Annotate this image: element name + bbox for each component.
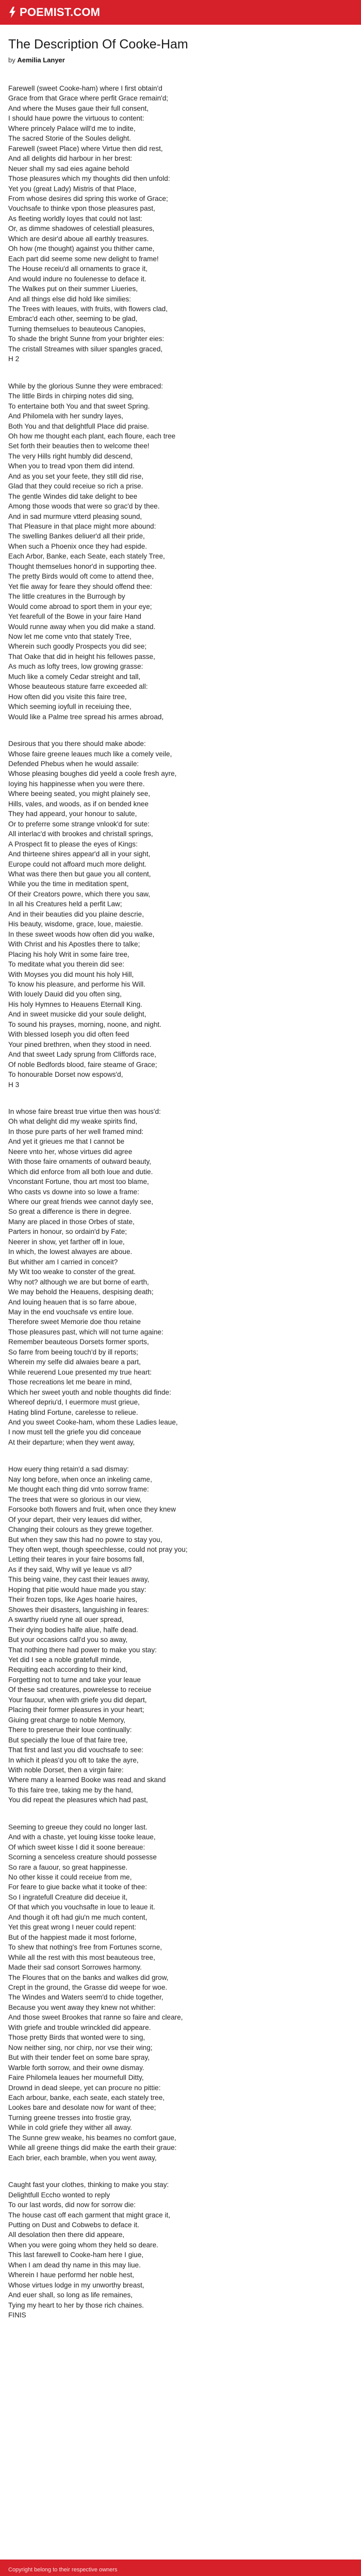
- poem-line: This being vaine, they cast their leaues away,: [8, 1575, 150, 1584]
- poem-line: Caught fast your clothes, thinking to make you stay:: [8, 2181, 169, 2189]
- stanza: [8, 2180, 353, 2320]
- poem-line: While all greene things did make the earth their graue:: [8, 2144, 177, 2152]
- poem-line: And yet it grieues me that I cannot be: [8, 1138, 125, 1146]
- poem-line: Turning themselues to beauteous Canopies,: [8, 325, 146, 333]
- poem-line: And thirteene shires appear'd all in your sight,: [8, 850, 151, 858]
- poem-line: So farre from beeing touch'd by ill reports;: [8, 1348, 138, 1356]
- poem-line: To know his pleasure, and performe his Will.: [8, 980, 145, 988]
- poem-line: Placing his holy Writ in some faire tree,: [8, 950, 129, 958]
- poem-line: The House receiu'd all ornaments to grace it,: [8, 265, 148, 273]
- poem-line: How euery thing retain'd a sad dismay:: [8, 1465, 129, 1473]
- poem-title: The Description Of Cooke-Ham: [8, 37, 188, 52]
- poem-line: A swarthy riueld ryne all ouer spread,: [8, 1616, 124, 1624]
- poem-line: To this faire tree, taking me by the hand,: [8, 1786, 133, 1794]
- poem-line: In these sweet woods how often did you walke,: [8, 930, 155, 938]
- poem-line: Of their Creators powre, which there you saw,: [8, 890, 151, 898]
- poem-line: Among those woods that were so grac'd by thee.: [8, 502, 160, 511]
- poem-line: And would indure no foulenesse to deface it.: [8, 275, 146, 283]
- poem-line: Crept in the ground, the Grasse did weepe for woe.: [8, 1984, 168, 1992]
- poem-line: Hoping that pitie would haue made you stay:: [8, 1585, 146, 1594]
- poem-line: Warble forth sorrow, and their owne dismay.: [8, 2063, 144, 2072]
- poem-line: But specially the loue of that faire tree,: [8, 1736, 128, 1744]
- poem-line: To our last words, did now for sorrow die:: [8, 2201, 136, 2209]
- poem-line: The swelling Bankes deliuer'd all their pride,: [8, 532, 145, 540]
- poem-line: To shew that nothing's free from Fortunes scorne,: [8, 1943, 162, 1952]
- poem-line: Europe could not affoard much more delight.: [8, 860, 147, 868]
- poem-line: The cristall Streames with siluer spangles graced,: [8, 345, 163, 353]
- poem-line: Yet this great wrong I neuer could repent:: [8, 1923, 137, 1931]
- poem-line: And you sweet Cooke-ham, whom these Ladies leaue,: [8, 1418, 178, 1426]
- poem-line: With blessed Ioseph you did often feed: [8, 1030, 129, 1039]
- poem-line: Desirous that you there should make abode:: [8, 740, 146, 748]
- poem-line: H 3: [8, 1080, 20, 1089]
- poem-line: The little creatures in the Burrough by: [8, 592, 125, 601]
- poem-line: Which did enforce from all both loue and dutie.: [8, 1167, 153, 1176]
- stanza: [8, 381, 353, 722]
- poem-line: His beauty, wisdome, grace, loue, maiestie.: [8, 920, 143, 928]
- poem-line: The little Birds in chirping notes did sing,: [8, 392, 134, 400]
- poem-line: With noble Dorset, then a virgin faire:: [8, 1766, 124, 1774]
- poem-line: Who casts vs downe into so lowe a frame:: [8, 1188, 139, 1196]
- poem-line: Parters in honour, so ordain'd by Fate;: [8, 1228, 127, 1236]
- poem-line: And euer shall, so long as life remaines,: [8, 2291, 133, 2299]
- poem-line: With Moyses you did mount his holy Hill,: [8, 970, 134, 978]
- poem-line: But your occasions call'd you so away,: [8, 1636, 128, 1644]
- poem-line: With louely Dauid did you often sing,: [8, 990, 122, 998]
- poem-line: Would like a Palme tree spread his armes abroad,: [8, 713, 164, 721]
- poem-line: That nothing there had power to make you stay:: [8, 1646, 157, 1654]
- stanza: [8, 1464, 353, 1805]
- poem-line: At their departure; when they went away,: [8, 1438, 135, 1446]
- poem-line: Both You and that delightfull Place did praise.: [8, 422, 149, 430]
- poem-line: Which her sweet youth and noble thoughts did finde:: [8, 1388, 171, 1396]
- poem-line: Or, as dimme shadowes of celestiall pleasures,: [8, 225, 155, 233]
- poem-line: All interlac'd with brookes and christall springs,: [8, 830, 153, 838]
- poem-line: Oh how (me thought) against you thither came,: [8, 245, 155, 253]
- poem-line: Neuer shall my sad eies againe behold: [8, 164, 129, 173]
- poem-line: And those sweet Brookes that ranne so faire and cleare,: [8, 2013, 183, 2022]
- poem-line: Vouchsafe to thinke vpon those pleasures past,: [8, 205, 155, 213]
- poem-line: Those pretty Birds that wonted were to sing,: [8, 2033, 145, 2042]
- poem-line: Forsooke both flowers and fruit, when once they knew: [8, 1505, 176, 1514]
- poem-line: The Floures that on the banks and walkes did grow,: [8, 1973, 169, 1981]
- poem-line: The Sunne grew weake, his beames no comfort gaue,: [8, 2133, 176, 2142]
- poem-line: Which seeming ioyfull in receiuing thee,: [8, 703, 132, 711]
- poem-line: Defended Phebus when he would assaile:: [8, 760, 139, 768]
- poem-line: Those recreations let me beare in mind,: [8, 1378, 132, 1386]
- poem-line: Hills, vales, and woods, as if on bended knee: [8, 800, 149, 808]
- poem-line: As much as lofty trees, low growing grasse:: [8, 663, 143, 671]
- poem-line: But with their tender feet on some bare spray,: [8, 2054, 150, 2062]
- poem-line: That first and last you did vouchsafe to see:: [8, 1746, 144, 1754]
- poem-line: There to preserue their loue continually:: [8, 1726, 132, 1734]
- poem-line: And as you set your feete, they still did rise,: [8, 472, 144, 480]
- poem-line: Those pleasures past, which will not turne againe:: [8, 1328, 163, 1336]
- poem-body: [8, 83, 353, 2320]
- poem-line: And where the Muses gaue their full consent,: [8, 104, 149, 112]
- poem-line: Whose faire greene leaues much like a comely veile,: [8, 750, 172, 758]
- poem-line: To shade the bright Sunne from your brighter eies:: [8, 335, 165, 343]
- poem-line: In all his Creatures held a perfit Law;: [8, 900, 122, 908]
- stanza: [8, 83, 353, 364]
- poem-line: Those pleasures which my thoughts did then unfold:: [8, 175, 170, 183]
- poem-line: This last farewell to Cooke-ham here I giue,: [8, 2251, 144, 2259]
- poem-line: Changing their colours as they grewe together.: [8, 1526, 154, 1534]
- poem-line: Forgetting not to turne and take your leaue: [8, 1675, 141, 1684]
- poem-line: Now let me come vnto that stately Tree,: [8, 633, 132, 641]
- poem-line: When you to tread vpon them did intend.: [8, 462, 135, 470]
- poem-line: While you the time in meditation spent,: [8, 880, 129, 888]
- poem-line: Each arbour, banke, each seate, each stately tree,: [8, 2094, 165, 2102]
- poem-line: To honourable Dorset now espows'd,: [8, 1071, 123, 1079]
- poem-line: The gentle Windes did take delight to bee: [8, 492, 138, 500]
- poem-line: And in sweet musicke did your soule delight,: [8, 1010, 146, 1019]
- poem-line: To meditate what you therein did see:: [8, 960, 125, 969]
- poem-line: In which it pleas'd you oft to take the ayre,: [8, 1756, 139, 1764]
- poem-line: Wherein such goodly Prospects you did see;: [8, 642, 147, 651]
- poem-line: Your pined brethren, when they stood in need.: [8, 1040, 152, 1048]
- poem-line: Farewell (sweet Place) where Virtue then did rest,: [8, 144, 163, 152]
- poem-line: May in the end vouchsafe vs entire loue.: [8, 1308, 134, 1316]
- poem-line: That Oake that did in height his fellowes passe,: [8, 652, 155, 660]
- poem-line: Neerer in show, yet farther off in loue,: [8, 1238, 125, 1246]
- poem-line: And that sweet Lady sprung from Cliffords race,: [8, 1050, 156, 1059]
- poem-line: They often wept, though speechlesse, could not pray you;: [8, 1545, 188, 1553]
- poem-line: Farewell (sweet Cooke-ham) where I first obtain'd: [8, 84, 162, 92]
- poem-line: When you were going whom they held so deare.: [8, 2241, 158, 2249]
- poem-line: Would come abroad to sport them in your eye;: [8, 602, 152, 611]
- poem-line: Where many a learned Booke was read and skand: [8, 1776, 166, 1784]
- poem-line: Of that which you vouchsafte in loue to leaue it.: [8, 1903, 155, 1911]
- author-link[interactable]: Aemilia Lanyer: [17, 56, 65, 64]
- poem-line: The very Hills right humbly did descend,: [8, 452, 133, 460]
- poem-line: But of the happiest made it most forlorne,: [8, 1933, 137, 1941]
- poem-line: Embrac'd each other, seeming to be glad,: [8, 315, 138, 323]
- poem-line: All desolation then there did appeare,: [8, 2231, 125, 2239]
- poem-line: Lookes bare and desolate now for want of thee;: [8, 2104, 156, 2112]
- poem-line: Putting on Dust and Cobwebs to deface it.: [8, 2221, 139, 2229]
- poem-line: Whose virtues lodge in my unworthy breast,: [8, 2281, 144, 2289]
- poem-line: And with a chaste, yet louing kisse tooke leaue,: [8, 1833, 156, 1841]
- poem-line: To entertaine both You and that sweet Spring.: [8, 402, 150, 410]
- poem-line: And all things else did hold like similies:: [8, 295, 132, 303]
- poem-line: Of these sad creatures, powrelesse to receiue: [8, 1686, 152, 1694]
- poem-line: Remember beauteous Dorsets former sports,: [8, 1338, 149, 1346]
- poem-line: With those faire ornaments of outward beauty,: [8, 1158, 152, 1166]
- poem-line: Yet did I see a noble gratefull minde,: [8, 1655, 122, 1664]
- poem-line: Oh how me thought each plant, each floure, each tree: [8, 432, 176, 440]
- poem-line: Nay long before, when once an inkeling came,: [8, 1475, 152, 1483]
- site-footer: [0, 2560, 361, 2576]
- poem-line: Whereof depriu'd, I euermore must grieue,: [8, 1398, 140, 1406]
- poem-line: Tying my heart to her by those rich chaines.: [8, 2301, 144, 2309]
- poem-line: Glad that they could receiue so rich a prise.: [8, 482, 143, 490]
- poem-line: What was there then but gaue you all content,: [8, 870, 151, 878]
- site-header: [0, 0, 361, 25]
- poem-line: To sound his prayses, morning, noone, and night.: [8, 1020, 161, 1028]
- site-logo-text: POEMIST.COM: [20, 6, 101, 19]
- poem-line: Yet fearefull of the Bowe in your faire Hand: [8, 613, 141, 621]
- poem-line: Many are placed in those Orbes of state,: [8, 1217, 135, 1226]
- poem-line: Their frozen tops, like Ages hoarie haires,: [8, 1596, 138, 1604]
- poem-line: While reuerend Loue presented my true heart:: [8, 1368, 152, 1376]
- poem-line: Ioying his happinesse when you were there.: [8, 779, 145, 788]
- poem-line: Scorning a senceless creature should possesse: [8, 1853, 157, 1861]
- poem-line: Or to preferre some strange vnlook'd for sute:: [8, 820, 150, 828]
- poem-line: Now neither sing, nor chirp, nor vse their wing;: [8, 2043, 153, 2052]
- poem-line: Each brier, each bramble, when you went away,: [8, 2154, 157, 2162]
- poem-line: While all the rest with this most beauteous tree,: [8, 1953, 155, 1961]
- poem-line: Whose beauteous stature farre exceeded all:: [8, 683, 148, 691]
- stanza: [8, 1822, 353, 2163]
- poem-line: Their dying bodies halfe aliue, halfe dead.: [8, 1625, 138, 1634]
- poem-line: The trees that were so glorious in our view,: [8, 1495, 142, 1503]
- poem-line: For feare to giue backe what it tooke of thee:: [8, 1883, 147, 1891]
- poem-line: Your fauour, when with griefe you did depart,: [8, 1696, 147, 1704]
- poem-line: Me thought each thing did vnto sorrow frame:: [8, 1485, 149, 1494]
- poem-line: Therefore sweet Memorie doe thou retaine: [8, 1318, 141, 1326]
- poem-line: In those pure parts of her well framed mind:: [8, 1127, 144, 1136]
- poem-line: How often did you visite this faire tree,: [8, 692, 127, 701]
- poem-line: The sacred Storie of the Soules delight.: [8, 134, 132, 143]
- poem-line: I now must tell the griefe you did conceaue: [8, 1428, 141, 1436]
- poem-line: They had appeard, your honour to salute,: [8, 810, 137, 818]
- poem-line: Drownd in dead sleepe, yet can procure no pittie:: [8, 2083, 161, 2092]
- poem-line: Each Arbor, Banke, each Seate, each stately Tree,: [8, 552, 165, 561]
- poem-line: So rare a fauour, so great happinesse.: [8, 1863, 128, 1871]
- byline-label: by: [8, 56, 15, 64]
- poem-line: Placing their former pleasures in your heart;: [8, 1706, 144, 1714]
- poem-line: And louing heauen that is so farre aboue,: [8, 1298, 137, 1306]
- poem-line: Letting their teares in your faire bosoms fall,: [8, 1555, 144, 1564]
- poem-line: The Trees with leaues, with fruits, with flowers clad,: [8, 304, 168, 313]
- poem-line: From whose desires did spring this worke of Grace;: [8, 194, 168, 202]
- poem-line: Giuing great charge to noble Memory,: [8, 1716, 126, 1724]
- poem-line: The Windes and Waters seem'd to chide together,: [8, 1993, 163, 2002]
- poem-line: Of which sweet kisse I did it soone bereaue:: [8, 1843, 145, 1851]
- poem-line: Seeming to greeue they could no longer last.: [8, 1823, 147, 1831]
- poem-line: As if they said, Why will ye leaue vs all?: [8, 1565, 132, 1573]
- poem-line: Where beeing seated, you might plainely see,: [8, 790, 151, 798]
- poem-line: Requiting each according to their kind,: [8, 1666, 128, 1674]
- poem-line: The Walkes put on their summer Liueries,: [8, 285, 138, 293]
- poem-line: And Philomela with her sundry layes,: [8, 412, 123, 420]
- poem-line: Of your depart, their very leaues did wither,: [8, 1515, 142, 1523]
- poem-line: The pretty Birds would oft come to attend thee,: [8, 572, 154, 581]
- poem-line: Yet flie away for feare they should offend thee:: [8, 582, 152, 590]
- poem-line: Delightfull Eccho wonted to reply: [8, 2191, 110, 2199]
- poem-line: Neere vnto her, whose virtues did agree: [8, 1147, 133, 1156]
- poem-content: [0, 25, 361, 2560]
- poem-line: While in cold griefe they wither all away.: [8, 2124, 133, 2132]
- poem-line: Grace from that Grace where perfit Grace remain'd;: [8, 94, 169, 103]
- poem-line: And all delights did harbour in her brest:: [8, 155, 133, 163]
- site-logo[interactable]: [8, 6, 100, 19]
- poem-line: When I am dead thy name in this may liue.: [8, 2261, 141, 2269]
- poem-line: Showes their disasters, languishing in feares:: [8, 1605, 149, 1614]
- poem-line: My Wit too weake to conster of the great.: [8, 1268, 136, 1276]
- poem-line: When such a Phoenix once they had espide.: [8, 542, 147, 550]
- poem-line: Made their sad consort Sorrowes harmony.: [8, 1963, 142, 1972]
- stanza: [8, 1107, 353, 1447]
- stanza: [8, 739, 353, 1090]
- poem-line: Thought themselues honor'd in supporting thee.: [8, 562, 157, 570]
- copyright-text: Copyright belong to their respective owners: [8, 2567, 118, 2573]
- poem-line: In which, the lowest alwayes are aboue.: [8, 1248, 133, 1256]
- poem-line: But when they saw this had no powre to stay you,: [8, 1535, 162, 1544]
- poem-line: With Christ and his Apostles there to talke;: [8, 940, 140, 948]
- poem-line: Hating blind Fortune, carelesse to relieue.: [8, 1408, 138, 1416]
- poem-line: Yet you (great Lady) Mistris of that Place,: [8, 184, 137, 193]
- poem-line: Vnconstant Fortune, thou art most too blame,: [8, 1178, 149, 1186]
- poem-line: And though it oft had giu'n me much content,: [8, 1913, 147, 1921]
- poem-line: Where our great friends wee cannot dayly see,: [8, 1198, 154, 1206]
- poem-line: And in sad murmure vtterd pleasing sound,: [8, 512, 142, 520]
- poem-line: Wherein I haue performd her noble hest,: [8, 2271, 135, 2279]
- poem-line: While by the glorious Sunne they were embraced:: [8, 382, 163, 390]
- poem-line: Much like a comely Cedar streight and tall,: [8, 672, 141, 681]
- poem-line: I should haue powre the virtuous to content:: [8, 114, 144, 123]
- poem-line: Oh what delight did my weake spirits find,: [8, 1117, 138, 1126]
- poem-line: H 2: [8, 355, 20, 363]
- poem-line: As fleeting worldly Ioyes that could not last:: [8, 214, 142, 223]
- poem-line: Why not? although we are but borne of earth,: [8, 1278, 149, 1286]
- poem-line: His holy Hymnes to Heauens Eternall King.: [8, 1000, 142, 1008]
- poem-line: Wherein my selfe did alwaies beare a part,: [8, 1358, 141, 1366]
- poem-line: Turning greene tresses into frostie gray,: [8, 2113, 132, 2122]
- poem-line: A Prospect fit to please the eyes of Kings:: [8, 840, 138, 848]
- poem-line: So great a difference is there in degree.: [8, 1208, 132, 1216]
- poem-line: Would runne away when you did make a stand.: [8, 622, 156, 631]
- poem-line: Because you went away they knew not whither:: [8, 2003, 156, 2011]
- poem-line: That Pleasure in that place might more abound:: [8, 522, 156, 531]
- poem-line: Of noble Bedfords blood, faire steame of Grace;: [8, 1060, 157, 1069]
- poem-byline: [8, 56, 353, 64]
- poem-line: Set forth their beauties then to welcome thee!: [8, 442, 150, 450]
- poem-line: But whither am I carried in conceit?: [8, 1258, 118, 1266]
- poem-line: No other kisse it could receiue from me,: [8, 1873, 132, 1882]
- poem-line: Each part did seeme some new delight to frame!: [8, 255, 159, 263]
- poem-line: The house cast off each garment that might grace it,: [8, 2211, 171, 2219]
- poem-line: So I ingratefull Creature did deceiue it,: [8, 1893, 128, 1901]
- poem-line: Whose pleasing boughes did yeeld a coole fresh ayre,: [8, 770, 177, 778]
- poem-line: FINIS: [8, 2311, 26, 2319]
- quill-logo-icon: [8, 7, 17, 18]
- poem-line: And in their beauties did you plaine descrie,: [8, 910, 144, 918]
- poem-line: Faire Philomela leaues her mournefull Ditty,: [8, 2074, 144, 2082]
- poem-line: Where princely Palace will'd me to indite,: [8, 124, 136, 132]
- poem-line: With griefe and trouble wrinckled did appeare.: [8, 2023, 151, 2031]
- poem-line: Which are desir'd aboue all earthly treasures.: [8, 234, 149, 243]
- poem-line: In whose faire breast true virtue then was hous'd:: [8, 1107, 161, 1115]
- poem-line: You did repeat the pleasures which had past,: [8, 1796, 148, 1804]
- poem-line: We may behold the Heauens, despising death;: [8, 1288, 154, 1296]
